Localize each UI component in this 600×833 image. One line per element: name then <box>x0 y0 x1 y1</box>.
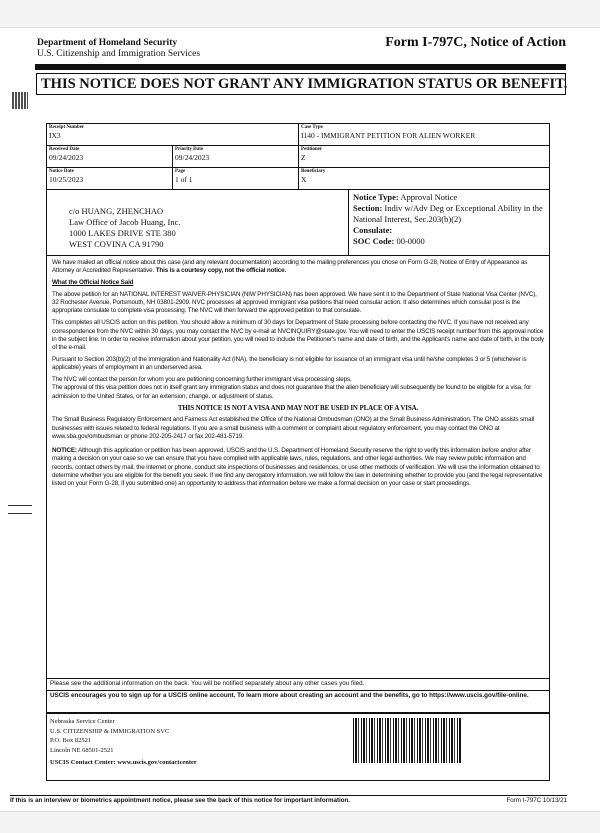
additional-info: Please see the additional information on the back. You will be notified separately about any other cases you filed. <box>46 678 550 691</box>
case-info-table <box>46 123 550 190</box>
priority-date-value: 09/24/2023 <box>175 153 210 162</box>
barcode-icon <box>353 718 461 763</box>
notice-body <box>46 255 550 679</box>
notice-date-value: 10/25/2023 <box>49 175 84 184</box>
mailing-address <box>47 189 349 255</box>
soc-label: SOC Code: <box>353 236 395 246</box>
ombudsman-paragraph: The Small Business Regulatory Enforcement and Fairness Act established the Office of the National Ombudsman (ONO) at the Small Business Administration. The ONO assists small businesses with issues related to federal regulations. If you are a small business with a comment or complaint about regulatory enforcement, you may contact the ONO at www.sba.gov/ombudsman or phone 202-205-2417 or fax 202-481-5719. <box>52 416 534 440</box>
approval-paragraph: The above petition for an NATIONAL INTEREST WAIVER-PHYSICIAN (NIW PHYSICIAN) has been approved. We have sent it to the Department of State National Visa Center (NVC), 32 Rochester Avenue, Portsmouth, NH 03801-2909. NVC processes all approved immigrant visa petitions that need consular action. It also determines which consular post is the appropriate consulate to complete visa processing. The NVC will then forward the approved petition to that consulate. <box>52 290 537 315</box>
department-name: Department of Homeland Security <box>37 38 178 48</box>
approval-disclaimer: The approval of this visa petition does not in itself grant any immigration status and does not guarantee that the alien beneficiary will subsequently be found to be eligible for a visa, for admission to the United States, or for an extension, change, or adjustment of status. <box>52 384 532 400</box>
page-label: Page <box>175 169 186 174</box>
courtesy-text: We have mailed an official notice about this case (and any relevant documentation) according to the mailing preferences you chose on Form G-28, Notice of Entry of Appearance as Attorney or Accredited Representative. <box>52 259 528 275</box>
address-line: WEST COVINA CA 91790 <box>69 239 164 249</box>
contact-center: USCIS Contact Center: www.uscis.gov/contactcenter <box>50 759 197 766</box>
header-divider <box>35 64 566 70</box>
visa-warning: THIS NOTICE IS NOT A VISA AND MAY NOT BE USED IN PLACE OF A VISA. <box>177 404 419 413</box>
case-type-value: I140 - IMMIGRANT PETITION FOR ALIEN WORKER <box>301 131 476 140</box>
petitioner-value: Z <box>301 153 306 162</box>
priority-date-label: Priority Date <box>175 147 204 152</box>
nvc-contact-text: The NVC will contact the person for whom you are petitioning concerning further immigrant visa processing steps. <box>52 376 352 384</box>
notice-label: NOTICE: <box>52 447 77 455</box>
service-center-line: U.S. CITIZENSHIP & IMMIGRATION SVC <box>50 727 170 735</box>
qr-code-icon <box>12 92 28 109</box>
beneficiary-value: X <box>301 175 307 184</box>
notice-details <box>353 189 543 247</box>
received-date-value: 09/24/2023 <box>49 153 84 162</box>
soc-value: 00-0000 <box>396 236 425 246</box>
notice-type-label: Notice Type: <box>353 192 399 202</box>
notice-type-value: Approval Notice <box>400 192 458 202</box>
service-center-box <box>46 713 550 781</box>
address-section <box>46 189 550 256</box>
footer-note: If this is an interview or biometrics appointment notice, please see the back of this notice for important information. <box>10 797 351 804</box>
service-center-line: Lincoln NE 68501-2521 <box>50 746 114 754</box>
agency-header <box>37 38 200 60</box>
verification-paragraph: Although this application or petition has been approved, USCIS and the U.S. Department of Homeland Security reserve the right to verify this information before and/or after making a decision on your case so we can ensure that you have complied with applicable laws, rules, regulations, and other legal authorities. We may review public information and records, contact others by mail, the internet or phone, conduct site inspections of businesses and residences, or use other methods of verification. We will use the information obtained to determine whether you are eligible for the benefit you seek. If we find any derogatory information, we will follow the law in determining whether to provide you (and the legal representative listed on your Form G-28, if you submitted one) an opportunity to address that information before we make a formal decision on your case or start proceedings. <box>52 447 543 488</box>
nvc-paragraph: This completes all USCIS action on this petition. You should allow a minimum of 30 days for Department of State processing before contacting the NVC. If you have not received any correspondence from the NVC within 30 days, you may contact the NVC by e-mail at NVCINQUIRY@state.gov. You will need to enter the USCIS receipt number from this approval notice in the subject line. In order to receive information about your petition, you will need to include the Petitioner's name and date of birth, and the Applicant's name and date of birth, in the body of the e-mail. <box>52 319 544 352</box>
petitioner-label: Petitioner <box>301 147 323 152</box>
address-line: Law Office of Jacob Huang, Inc. <box>69 217 181 227</box>
case-type-label: Case Type <box>301 125 323 130</box>
page-value: 1 of 1 <box>175 175 193 184</box>
courtesy-note: This is a courtesy copy, not the official notice. <box>155 267 287 275</box>
footer-divider <box>10 795 567 796</box>
notice-date-label: Notice Date <box>49 169 74 174</box>
agency-name: U.S. Citizenship and Immigration Services <box>37 49 201 59</box>
beneficiary-label: Beneficiary <box>301 169 326 174</box>
form-version: Form I-797C 10/13/21 <box>506 797 567 804</box>
service-center-line: P.O. Box 82521 <box>50 737 92 744</box>
receipt-label: Receipt Number <box>49 125 85 130</box>
consulate-label: Consulate: <box>353 225 393 235</box>
address-line: c/o HUANG, ZHENCHAO <box>69 206 164 216</box>
status-banner: THIS NOTICE DOES NOT GRANT ANY IMMIGRATION STATUS OR BENEFIT. <box>36 73 566 95</box>
received-date-label: Received Date <box>49 147 80 152</box>
form-title: Form I-797C, Notice of Action <box>385 35 566 50</box>
margin-mark <box>8 505 32 506</box>
section-heading: What the Official Notice Said <box>52 279 134 287</box>
ina-paragraph: Pursuant to Section 203(b)(2) of the Immigration and Nationality Act (INA), the beneficiary is not eligible for issuance of an immigrant visa until he/she completes 3 or 5 (whichever is applicable) years of employment in an underserved area. <box>52 355 527 372</box>
section-value: Indiv w/Adv Deg or Exceptional Ability in the National Interest, Sec.203(b)(2) <box>353 203 543 224</box>
margin-mark <box>8 513 32 514</box>
address-line: 1000 LAKES DRIVE STE 380 <box>69 228 176 238</box>
receipt-value: IX3 <box>49 131 61 140</box>
service-center-line: Nebraska Service Center <box>50 718 115 725</box>
online-account-notice: USCIS encourages you to sign up for a USCIS online account. To learn more about creating an account and the benefits, go to https://www.uscis.gov/file-online. <box>46 690 550 713</box>
section-label: Section: <box>353 203 383 213</box>
